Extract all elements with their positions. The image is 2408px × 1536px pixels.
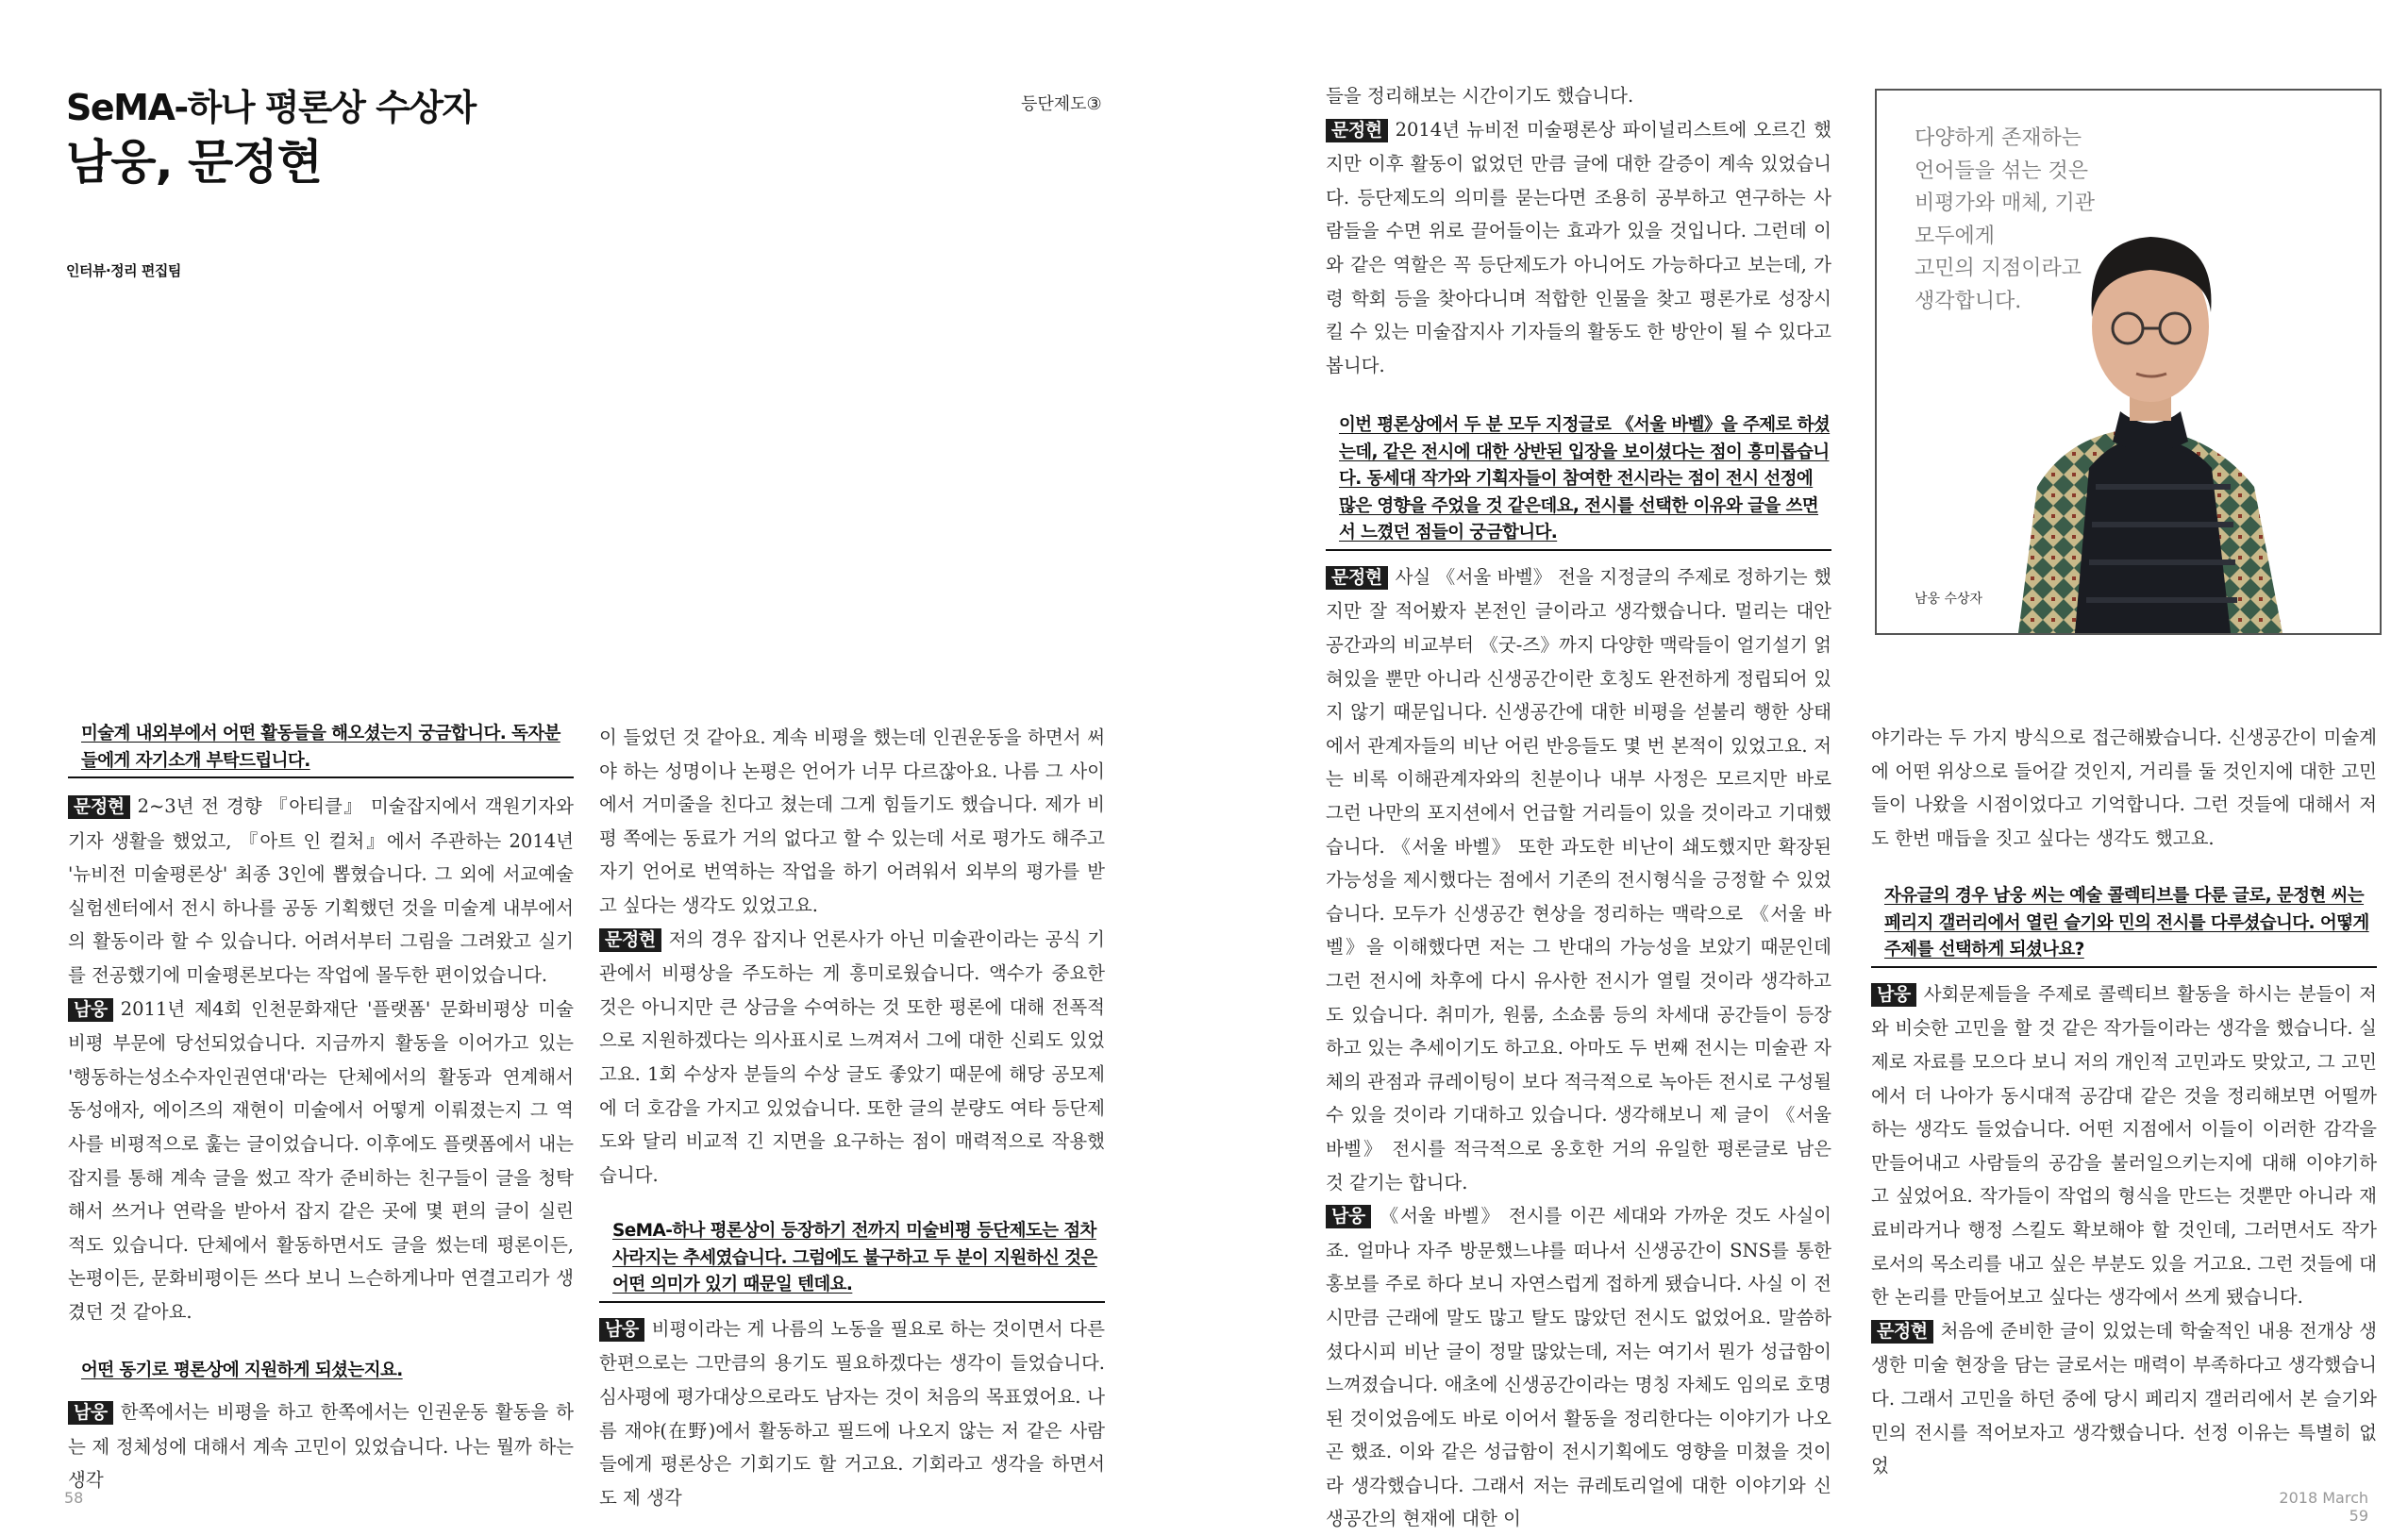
answer-paragraph: 남웅 한쪽에서는 비평을 하고 한쪽에서는 인권운동 활동을 하는 제 정체성에 대해서 계속 고민이 있었습니다. 나는 뭘까 하는 생각 [68, 1401, 574, 1492]
answer-paragraph: 야기라는 두 가지 방식으로 접근해봤습니다. 신생공간이 미술계에 어떤 위상으로 들어갈 것인지, 거리를 둘 것인지에 대한 고민들이 나왔을 시점이었다고 기억합니다. 그런 것들에 대해서 저도 한번 매듭을 짓고 싶다는 생각도 했고요. [1871, 726, 2377, 849]
answer-paragraph: 문정현 저의 경우 잡지나 언론사가 아닌 미술관이라는 공식 기관에서 비평상을 주도하는 게 흥미로웠습니다. 액수가 중요한 것은 아니지만 큰 상금을 수여하는 것 또한 평론에 대해 전폭적으로 지원하겠다는 의사표시로 느껴져서 그에 대한 신뢰도 있었고요. 1회 수상자 분들의 수상 글도 좋았기 때문에 해당 공모제에 더 호감을 가지고 있었습니다. 또한 글의 분량도 여타 등단제도와 달리 비교적 긴 지면을 요구하는 점이 매력적으로 작용했습니다. [599, 927, 1105, 1186]
interview-question: 어떤 동기로 평론상에 지원하게 되셨는지요. [81, 1360, 403, 1380]
speaker-label: 남웅 [599, 1318, 644, 1342]
column-3 [1326, 79, 1831, 1536]
page-number-left: 58 [64, 1489, 84, 1507]
byline: 인터뷰·정리 편집팀 [66, 262, 181, 279]
answer-paragraph: 남웅 사회문제들을 주제로 콜렉티브 활동을 하시는 분들이 저와 비슷한 고민을 할 것 같은 작가들이라는 생각을 했습니다. 실제로 자료를 모으다 보니 저의 개인적 고민과도 맞았고, 그 고민에서 더 나아가 동시대적 공감대 같은 것을 정리해보면 어떨까하는 생각도 들었습니다. 어떤 지점에서 이들이 이러한 감각을 만들어내고 사람들의 공감을 불러일으키는지에 대해 이야기하고 싶었어요. 작가들이 작업의 형식을 만드는 것뿐만 아니라 재료비라거나 행정 스킬도 확보해야 할 것인데, 그러면서도 작가로서의 목소리를 내고 싶은 부분도 있을 거고요. 그런 것들에 대한 논리를 만들어보고 싶다는 생각에서 쓰게 됐습니다. [1871, 982, 2377, 1309]
interview-question: 미술계 내외부에서 어떤 활동들을 해오셨는지 궁금합니다. 독자분 들에게 자기소개 부탁드립니다. [68, 721, 574, 778]
interview-question: 자유글의 경우 남웅 씨는 예술 콜렉티브를 다룬 글로, 문정현 씨는 페리지 갤러리에서 열린 슬기와 민의 전시를 다루셨습니다. 어떻게 주제를 선택하게 되셨나요? [1871, 883, 2377, 968]
article-title: 남웅, 문정현 [66, 135, 322, 190]
speaker-label: 남웅 [1326, 1205, 1371, 1228]
answer-paragraph: 문정현 2~3년 전 경향 『아티클』 미술잡지에서 객원기자와 기자 생활을 했었고, 『아트 인 컬처』에서 주관하는 2014년 '뉴비전 미술평론상' 최종 3인에 뽑혔습니다. 그 외에 서교예술실험센터에서 전시 하나를 공동 기획했던 것을 미술계 내부에서의 활동이라 할 수 있습니다. 어려서부터 그림을 그려왔고 실기를 전공했기에 미술평론보다는 작업에 몰두한 편이었습니다. [68, 795, 574, 986]
answer-paragraph: 문정현 2014년 뉴비전 미술평론상 파이널리스트에 오르긴 했지만 이후 활동이 없었던 만큼 글에 대한 갈증이 계속 있었습니다. 등단제도의 의미를 묻는다면 조용히 공부하고 연구하는 사람들을 수면 위로 끌어들이는 효과가 있을 것입니다. 그런데 이와 같은 역할은 꼭 등단제도가 아니어도 가능하다고 보는데, 가령 학회 등을 찾아다니며 적합한 인물을 찾고 평론가로 성장시킬 수 있는 미술잡지사 기자들의 활동도 한 방안이 될 수 있다고 봅니다. [1326, 118, 1831, 376]
article-kicker: SeMA-하나 평론상 수상자 [66, 87, 476, 128]
answer-paragraph: 문정현 처음에 준비한 글이 있었는데 학술적인 내용 전개상 생생한 미술 현장을 담는 글로서는 매력이 부족하다고 생각했습니다. 그래서 고민을 하던 중에 당시 페리지 갤러리에서 본 슬기와 민의 전시를 적어보자고 생각했습니다. 선정 이유는 특별히 없었 [1871, 1319, 2377, 1478]
column-4 [1871, 721, 2377, 1483]
answer-paragraph: 남웅 《서울 바벨》 전시를 이끈 세대와 가까운 것도 사실이죠. 얼마나 자주 방문했느냐를 떠나서 신생공간이 SNS를 통한 홍보를 주로 하다 보니 자연스럽게 접하게 됐습니다. 사실 이 전시만큼 근래에 말도 많고 탈도 많았던 전시도 없었어요. 말씀하셨다시피 비난 글이 정말 많았는데, 저는 여기서 뭔가 성급함이 느껴졌습니다. 애초에 신생공간이라는 명칭 자체도 임의로 호명된 것이었음에도 바로 이어서 활동을 정리한다는 이야기가 나오곤 했죠. 이와 같은 성급함이 전시기획에도 영향을 미쳤을 것이라 생각했습니다. 그래서 저는 큐레토리얼에 대한 이야기와 신생공간의 현재에 대한 이 [1326, 1205, 1831, 1530]
speaker-label: 문정현 [1326, 566, 1388, 590]
pull-quote: 다양하게 존재하는 언어들을 섞는 것은 비평가와 매체, 기관 모두에게 고민의 지점이라고 생각합니다. [1915, 126, 2095, 313]
answer-paragraph: 들을 정리해보는 시간이기도 했습니다. [1326, 85, 1634, 107]
answer-paragraph: 문정현 사실 《서울 바벨》 전을 지정글의 주제로 정하기는 했지만 잘 적어봤자 본전인 글이라고 생각했습니다. 멀리는 대안공간과의 비교부터 《굿-즈》까지 다양한 맥락들이 얼기설기 얽혀있을 뿐만 아니라 신생공간이란 호칭도 완전하게 정립되어 있지 않기 때문입니다. 신생공간에 대한 비평을 섣불리 행한 상태에서 관계자들의 비난 어린 반응들도 몇 번 본적이 있었고요. 저는 비록 이해관계자와의 친분이나 내부 사정은 모르지만 바로 그런 나만의 포지션에서 언급할 거리들이 있을 것이라고 기대했습니다. 《서울 바벨》 또한 과도한 비난이 쇄도했지만 확장된 가능성을 제시했다는 점에서 기존의 전시형식을 긍정할 수 있었습니다. 모두가 신생공간 현상을 정리하는 맥락으로 《서울 바벨》을 이해했다면 저는 그 반대의 가능성을 보았기 때문인데 그런 전시에 차후에 다시 유사한 전시가 열릴 것이라 생각하고도 있습니다. 취미가, 원룸, 소쇼룸 등의 차세대 공간들이 등장하고 있는 추세이기도 하고요. 아마도 두 번째 전시는 미술관 자체의 관점과 큐레이팅이 보다 적극적으로 녹아든 전시로 구성될 수 있을 것이라 기대하고 있습니다. 생각해보니 제 글이 《서울 바벨》 전시를 적극적으로 옹호한 거의 유일한 평론글로 남은 것 같기는 합니다. [1326, 565, 1831, 1194]
column-1 [68, 721, 574, 1497]
series-label: 등단제도③ [1021, 94, 1102, 114]
page-number-right: 2018 March 59 [2279, 1489, 2368, 1525]
answer-paragraph: 이 들었던 것 같아요. 계속 비평을 했는데 인권운동을 하면서 써야 하는 성명이나 논평은 언어가 너무 다르잖아요. 나름 그 사이에서 거미줄을 친다고 쳤는데 그게 힘들기도 했습니다. 제가 비평 쪽에는 동료가 거의 없다고 할 수 있는데 서로 평가도 해주고 자기 언어로 번역하는 작업을 하기 어려워서 외부의 평가를 받고 싶다는 생각도 있었고요. [599, 726, 1105, 916]
column-2 [599, 721, 1105, 1514]
photo-caption: 남웅 수상자 [1915, 592, 1983, 607]
interview-question: SeMA-하나 평론상이 등장하기 전까지 미술비평 등단제도는 점차 사라지는 추세였습니다. 그럼에도 불구하고 두 분이 지원하신 것은 어떤 의미가 있기 때문일 텐데요. [599, 1218, 1105, 1303]
interview-question: 이번 평론상에서 두 분 모두 지정글로 《서울 바벨》을 주제로 하셨 는데, 같은 전시에 대한 상반된 입장을 보이셨다는 점이 흥미롭습니 다. 동세대 작가와 기획자들이 참여한 전시라는 점이 전시 선정에 많은 영향을 주었을 것 같은데요, 전시를 선택한 이유와 글을 쓰면 서 느꼈던 점들이 궁금합니다. [1326, 412, 1831, 551]
speaker-label: 문정현 [68, 795, 130, 819]
speaker-label: 남웅 [1871, 983, 1916, 1007]
answer-paragraph: 남웅 2011년 제4회 인천문화재단 '플랫폼' 문화비평상 미술비평 부문에 당선되었습니다. 지금까지 활동을 이어가고 있는 '행동하는성소수자인권연대'라는 단체에서의 활동과 연계해서 동성애자, 에이즈의 재현이 미술에서 어떻게 이뤄졌는지 그 역사를 비평적으로 훑는 글이었습니다. 이후에도 플랫폼에서 내는 잡지를 통해 계속 글을 썼고 작가 준비하는 친구들이 글을 청탁해서 쓰거나 연락을 받아서 잡지 같은 곳에 몇 편의 글이 실린 적도 있습니다. 단체에서 활동하면서도 글을 썼는데 평론이든, 논평이든, 문화비평이든 쓰다 보니 느슨하게나마 연결고리가 생겼던 것 같아요. [68, 997, 574, 1323]
answer-paragraph: 남웅 비평이라는 게 나름의 노동을 필요로 하는 것이면서 다른 한편으로는 그만큼의 용기도 필요하겠다는 생각이 들었습니다. 심사평에 평가대상으로라도 남자는 것이 처음의 목표였어요. 나름 재야(在野)에서 활동하고 필드에 나오지 않는 저 같은 사람들에게 평론상은 기회기도 할 거고요. 기회라고 생각을 하면서도 제 생각 [599, 1317, 1105, 1509]
interviewee-photo [1875, 89, 2382, 635]
speaker-label: 문정현 [1326, 119, 1388, 142]
speaker-label: 문정현 [599, 928, 661, 952]
speaker-label: 남웅 [68, 998, 113, 1022]
speaker-label: 남웅 [68, 1401, 113, 1425]
speaker-label: 문정현 [1871, 1320, 1933, 1344]
